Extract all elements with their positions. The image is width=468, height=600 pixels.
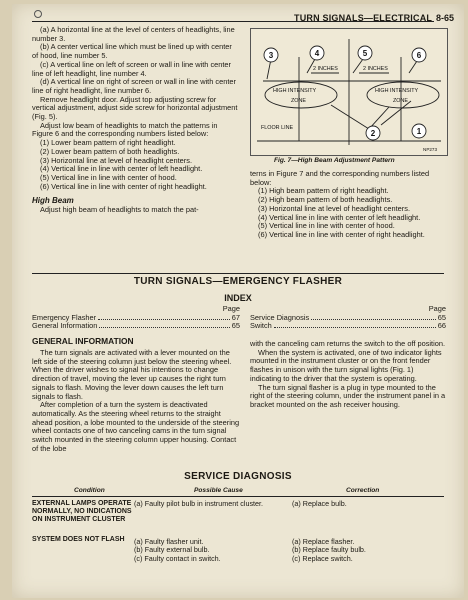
paragraph: Remove headlight door. Adjust top adjusting screw for vertical adjustment, adjust side screw for horizontal adjustment (Fig. 5). <box>32 94 238 122</box>
figure-code: NP273 <box>423 147 438 152</box>
callout-1-label: 1 <box>416 127 422 136</box>
leader-5 <box>353 59 363 73</box>
general-info-heading: GENERAL INFORMATION <box>32 336 134 346</box>
header-cause: Possible Cause <box>194 487 243 494</box>
index-entry[interactable]: Emergency Flasher 67 <box>32 312 240 322</box>
table-row-2-condition: SYSTEM DOES NOT FLASH <box>32 536 125 543</box>
list-item: (b) A center vertical line which must be lined up with center of hood, line number 5. <box>32 42 232 61</box>
list-item: (b) Faulty external bulb. <box>134 545 210 555</box>
list-item: (6) Vertical line in line with center of right headlight. <box>40 181 207 191</box>
general-info-left <box>32 349 240 453</box>
list-item: (c) A vertical line on left of screen or wall in line with center line of left headlight, line number 4. <box>32 59 232 78</box>
paragraph: with the canceling cam returns the switch to the off position. <box>250 339 445 348</box>
right-intensity-zone <box>367 82 439 108</box>
list-item: (c) Faulty contact in switch. <box>134 553 221 563</box>
section-title: TURN SIGNALS—EMERGENCY FLASHER <box>133 276 343 287</box>
table-row-1-correction: (a) Replace bulb. <box>292 499 347 508</box>
header-condition: Condition <box>74 487 105 494</box>
paragraph: terns in Figure 7 and the corresponding numbers listed below: <box>250 169 430 187</box>
list-item: (a) Replace flasher. <box>292 537 355 546</box>
paragraph: After completion of a turn the system is deactivated automatically. As the steering wheel returns to the straight ahead position, a lobe mounted to the underside of the steering wheel contacts one of two canceling cams in the turn signal switch mounted in the steering column upper housing. Contact of the lobe <box>32 400 240 453</box>
list-item: (5) Vertical line in line with center of hood. <box>258 221 395 231</box>
table-row-1-cause: (a) Faulty pilot bulb in instrument cluster. <box>134 499 264 508</box>
section-rule-top <box>32 273 444 274</box>
list-item: (5) Vertical line in line with center of hood. <box>40 172 177 182</box>
leader-2a <box>331 105 369 129</box>
service-diagnosis-title: SERVICE DIAGNOSIS <box>184 471 292 482</box>
table-row-1-condition: EXTERNAL LAMPS OPERATE NORMALLY, NO INDICATIONS ON INSTRUMENT CLUSTER <box>32 500 132 524</box>
dim-label-right: 2 INCHES <box>363 66 388 72</box>
paragraph: Adjust high beam of headlights to match the pat- <box>40 205 199 215</box>
callout-3-label: 3 <box>268 51 274 60</box>
list-item: (a) Faulty flasher unit. <box>134 537 204 546</box>
general-info-right <box>250 340 446 410</box>
manual-page <box>12 4 464 598</box>
leader-6 <box>409 61 417 73</box>
header-correction: Correction <box>346 487 380 494</box>
high-beam-heading: High Beam <box>32 196 74 206</box>
header-rule <box>32 21 434 22</box>
page-header-title: TURN SIGNALS—ELECTRICAL <box>294 13 433 23</box>
list-item: (3) Horizontal line at level of headlight centers. <box>40 155 192 165</box>
pattern-diagram <box>251 29 447 155</box>
figure-high-beam-pattern <box>250 28 448 156</box>
list-item: (3) Horizontal line at level of headlight centers. <box>258 203 410 213</box>
list-item: (1) High beam pattern of right headlight. <box>258 186 389 196</box>
list-item: (d) A vertical line on right of screen or wall in line with center line of right headlight, line number 6. <box>32 77 236 95</box>
index-entry[interactable]: Service Diagnosis 65 <box>250 312 446 322</box>
left-column <box>32 26 240 215</box>
paragraph: The turn signal flasher is a plug in type mounted to the right of the steering column, under the instrument panel in a bracket mounted on the ash receiver housing. <box>250 382 446 409</box>
page-column-label: Page <box>222 304 240 313</box>
index-entry[interactable]: Switch 66 <box>250 321 446 331</box>
list-item: (2) High beam pattern of both headlights. <box>258 195 393 205</box>
list-item: (4) Vertical line in line with center of left headlight. <box>40 164 203 174</box>
list-item: (a) A horizontal line at the level of centers of headlights, line number 3. <box>32 25 235 43</box>
list-item: (b) Replace faulty bulb. <box>292 545 366 555</box>
binder-hole-icon <box>34 10 42 18</box>
table-header-rule <box>32 496 444 497</box>
paragraph: The turn signals are activated with a lever mounted on the left side of the steering column just below the steering wheel. When the driver wishes to signal his intentions to change direction of travel, moving the lever up causes the right turn signals to flash. Moving the lever down causes the left turn signals to flash. <box>32 348 232 401</box>
zone-label-left-top: HIGH INTENSITY <box>273 88 317 94</box>
paragraph: When the system is activated, one of two indicator lights mounted in the instrument cluster or on the front fender flashes in unison with the turn signal lights (Fig. 1) indicating to the driver that the system is operating. <box>250 347 442 383</box>
leader-1 <box>381 101 411 125</box>
list-item: (4) Vertical line in line with center of left headlight. <box>258 212 421 222</box>
index-left <box>32 305 240 331</box>
table-row-2-causes <box>134 538 284 563</box>
dim-label-left: 2 INCHES <box>313 66 338 72</box>
floor-line-label: FLOOR LINE <box>261 125 294 131</box>
page-column-label: Page <box>428 304 446 313</box>
list-item: (1) Lower beam pattern of right headlight. <box>40 138 176 148</box>
figure-caption: Fig. 7—High Beam Adjustment Pattern <box>274 157 395 164</box>
paragraph: Adjust low beam of headlights to match the patterns in Figure 6 and the corresponding numbers listed below: <box>32 120 218 139</box>
zone-label-right-bottom: ZONE <box>393 98 408 104</box>
list-item: (2) Lower beam pattern of both headlights. <box>40 146 180 156</box>
list-item: (6) Vertical line in line with center of right headlight. <box>258 229 425 239</box>
callout-2-label: 2 <box>370 129 376 138</box>
list-item: (c) Replace switch. <box>292 553 353 563</box>
callout-4-label: 4 <box>314 49 320 58</box>
index-entry[interactable]: General Information 65 <box>32 321 240 331</box>
zone-label-right-top: HIGH INTENSITY <box>375 88 419 94</box>
index-title: INDEX <box>224 293 252 303</box>
table-row-2-corrections <box>292 538 442 563</box>
left-intensity-zone <box>265 82 337 108</box>
callout-5-label: 5 <box>362 49 368 58</box>
index-right <box>250 305 446 331</box>
page-number: 8-65 <box>436 13 455 23</box>
zone-label-left-bottom: ZONE <box>291 98 306 104</box>
right-column <box>250 170 446 240</box>
callout-6-label: 6 <box>416 51 422 60</box>
